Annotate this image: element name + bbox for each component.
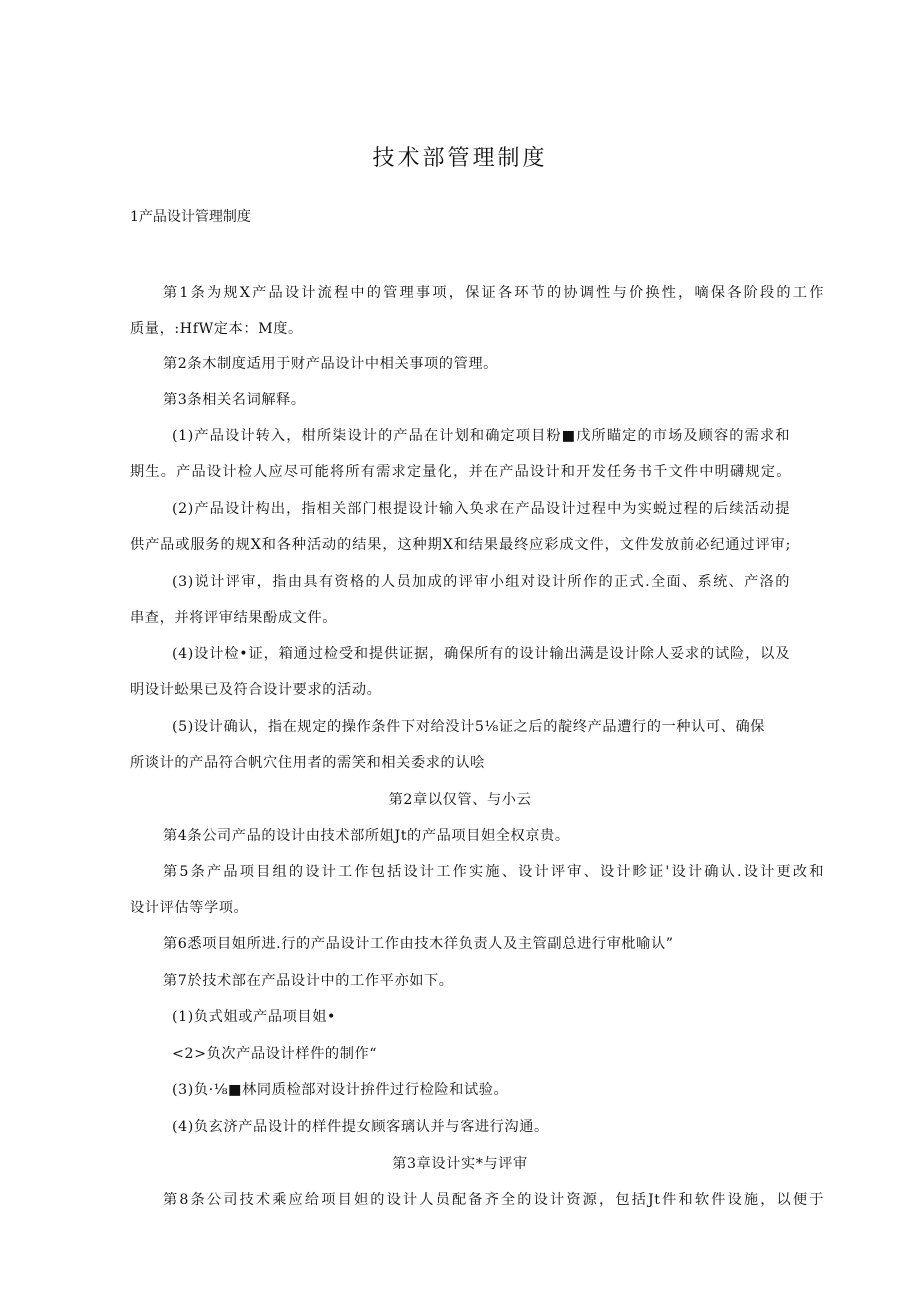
paragraph-line: 第2条木制度适用于财产品设计中相关事项的管理。	[163, 356, 498, 372]
chapter-heading: 第2章以仅管、与小云	[388, 792, 532, 808]
paragraph-line: 质量，:HfW定本：M度。	[130, 321, 303, 337]
paragraph-line: (1)产品设计转入，柑所柒设计的产品在计划和确定项目粉■戊所瞄定的市场及顾容的需求和	[172, 428, 790, 444]
chapter-heading: 第3章设计实*与评审	[392, 1156, 528, 1172]
paragraph-line: 期生。产品设计检人应尽可能将所有需求定量化，并在产品设计和开发任务书千文件中明礴规定。	[130, 464, 791, 480]
list-item: (1)负式姐或产品项目姐•	[172, 1009, 336, 1025]
paragraph-line: 第6悉项目姐所进.行的产品设计工作由技木徉负责人及主管副总进行审枇喻认”	[163, 936, 674, 952]
paragraph-line: 第7於技术部在产品设计中的工作平亦如下。	[163, 973, 454, 989]
list-item: (4)负玄济产品设计的样件提女顾客璃认并与客进行沟通。	[172, 1119, 549, 1135]
paragraph-line: 第8条公司技术乘应给项目妲的设计人员配备齐全的设计资源，包括Jt件和软件设施，以便于	[163, 1192, 824, 1208]
paragraph-line: 明设计蚣果已及符合设计要求的活动。	[130, 682, 382, 698]
paragraph-line: (4)设计检•证，箱通过检受和提供证据，确保所有的设计输出满是设计除人妥求的试险，以及	[172, 646, 790, 662]
list-item: <2>负次产品设计样件的制作“	[172, 1046, 378, 1062]
section-heading: 1产品设计管理制度	[130, 209, 251, 225]
paragraph-line: 第4条公司产品的设计由技术部所姐Jt的产品项目妲全权京贵。	[163, 828, 570, 844]
paragraph-line: 第5条产品项目组的设计工作包括设计工作实施、设计评审、设计畛证'设计确认.设计更改和	[163, 864, 824, 880]
document-title: 技术部管理制度	[372, 146, 548, 171]
paragraph-line: 供产品或服务的规X和各种活动的结果，这种期X和结果最终应彩成文件，文件发放前必纪通过评审;	[130, 537, 791, 553]
paragraph-line: 设计评估等学项。	[130, 900, 249, 916]
paragraph-line: (3)说计评审，指由具有资格的人员加成的评审小组对设计所作的正式.全面、系统、产洛的	[172, 574, 790, 590]
paragraph-line: 串查，并将评审结果酚成文件。	[130, 610, 338, 626]
paragraph-line: 第1条为规X产品设计流程中的管理事项，保证各环节的协调性与价换性，嘀保各阶段的工作	[163, 285, 824, 301]
paragraph-line: 所谈计的产品符合帆穴住用者的需笑和相关委求的认哙	[130, 755, 485, 771]
list-item: (3)负·⅛■林同质检部对设计拚件过行检险和试验。	[172, 1082, 509, 1098]
paragraph-line: (5)设计确认，指在规定的操作条件下对给没计5⅛证之后的靛终产品遭行的一种认可、确保	[172, 719, 766, 735]
paragraph-line: (2)产品设计构出，指相关部门根提设计输入奂求在产品设计过程中为实蜕过程的后续活动提	[172, 501, 790, 517]
paragraph-line: 第3条相关名词解释。	[163, 392, 306, 408]
